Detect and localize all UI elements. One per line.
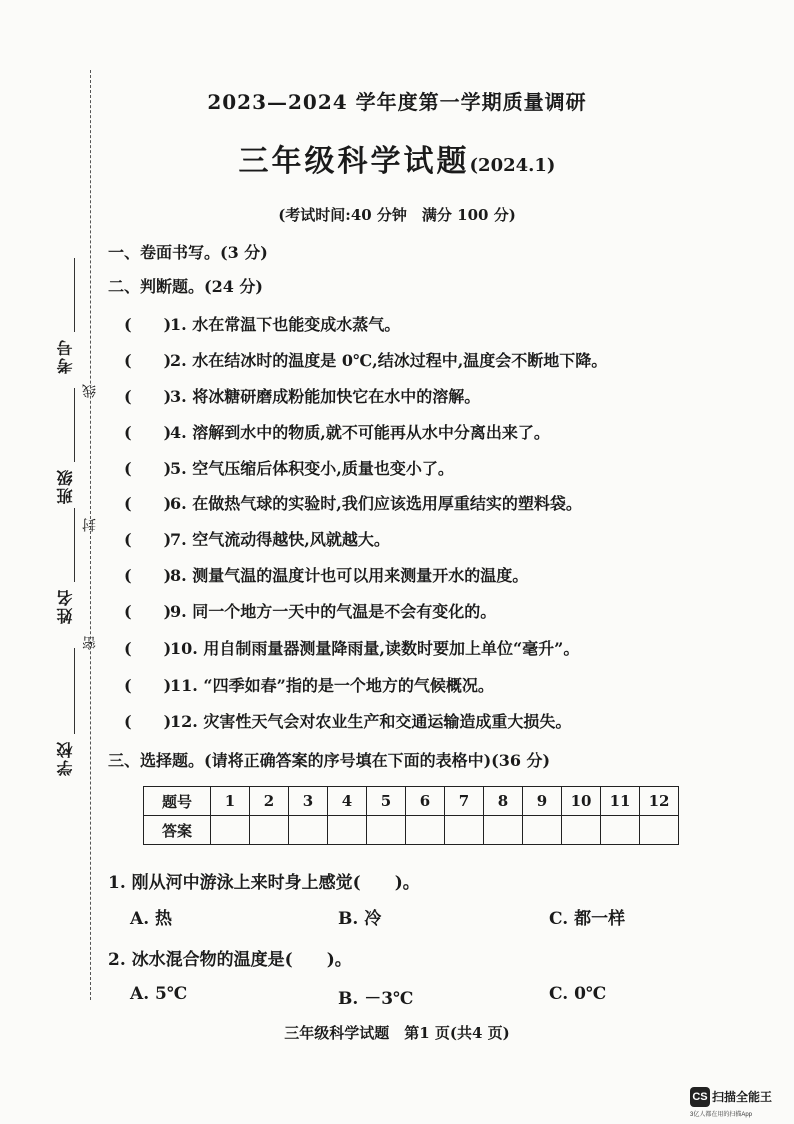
exam-title-line2 — [0, 136, 794, 180]
seal-word-seal: 封 — [82, 518, 98, 532]
judge-item — [124, 456, 454, 479]
judge-item-text: 4. 溶解到水中的物质,就不可能再从水中分离出来了。 — [170, 423, 550, 442]
class-blank — [74, 388, 75, 462]
section3-heading: 三、选择题。(请将正确答案的序号填在下面的表格中)(36 分) — [108, 751, 551, 770]
judge-item-text: 5. 空气压缩后体积变小,质量也变小了。 — [170, 459, 454, 478]
q1-option-c: C. 都一样 — [549, 909, 626, 929]
judge-item — [124, 673, 494, 696]
judge-item-text: 6. 在做热气球的实验时,我们应该选用厚重结实的塑料袋。 — [170, 494, 582, 513]
judge-item-text: 10. 用自制雨量器测量降雨量,读数时要加上单位“毫升”。 — [170, 639, 580, 658]
q2-option-c: C. 0℃ — [549, 984, 607, 1004]
answer-cell[interactable] — [484, 816, 523, 845]
name-blank — [74, 508, 75, 582]
judge-item-text: 1. 水在常温下也能变成水蒸气。 — [170, 315, 401, 334]
answer-cell[interactable] — [406, 816, 445, 845]
judge-item — [124, 709, 571, 732]
section1-heading: 一、卷面书写。(3 分) — [108, 243, 268, 262]
school-label: 学校 — [56, 740, 75, 776]
exam-info: (考试时间:40 分钟 满分 100 分) — [278, 206, 516, 224]
judge-item — [124, 599, 496, 622]
q2-option-b: B. －3℃ — [338, 989, 414, 1009]
question-number: 11 — [601, 787, 640, 816]
question-number: 12 — [640, 787, 679, 816]
answer-paren[interactable]: ( ) — [124, 387, 172, 406]
judge-item — [124, 636, 579, 659]
judge-item-text: 9. 同一个地方一天中的气温是不会有变化的。 — [170, 602, 497, 621]
answer-paren[interactable]: ( ) — [124, 494, 172, 513]
judge-item — [124, 384, 480, 407]
exam-title-line1: 2023—2024 学年度第一学期质量调研 — [207, 90, 587, 114]
q2-option-a: A. 5℃ — [130, 984, 188, 1004]
exam-subject-title: 三年级科学试题 — [238, 144, 470, 179]
judge-item-text: 8. 测量气温的温度计也可以用来测量开水的温度。 — [170, 566, 529, 585]
page-footer: 三年级科学试题 第1 页(共4 页) — [284, 1024, 510, 1042]
answer-paren[interactable]: ( ) — [124, 459, 172, 478]
table-header-number: 题号 — [144, 787, 211, 816]
judge-item-text: 2. 水在结冰时的温度是 0℃,结冰过程中,温度会不断地下降。 — [170, 351, 608, 370]
class-label: 班级 — [56, 468, 75, 504]
exam-date: (2024.1) — [469, 155, 556, 176]
answer-cell[interactable] — [328, 816, 367, 845]
school-blank — [74, 648, 75, 734]
answer-paren[interactable]: ( ) — [124, 639, 172, 658]
student-id-label: 考号 — [56, 338, 75, 374]
answer-cell[interactable] — [445, 816, 484, 845]
name-label: 姓名 — [56, 588, 75, 624]
scanner-watermark — [690, 1086, 794, 1118]
answer-paren[interactable]: ( ) — [124, 676, 172, 695]
judge-item — [124, 527, 390, 550]
watermark-name: 扫描全能王 — [712, 1090, 773, 1104]
judge-item — [124, 420, 550, 443]
question-number: 9 — [523, 787, 562, 816]
answer-table — [143, 786, 679, 845]
judge-item-text: 7. 空气流动得越快,风就越大。 — [170, 530, 390, 549]
question-number: 4 — [328, 787, 367, 816]
answer-paren[interactable]: ( ) — [124, 423, 172, 442]
question-number: 3 — [289, 787, 328, 816]
section2-heading: 二、判断题。(24 分) — [108, 277, 263, 296]
judge-item — [124, 312, 400, 335]
answer-paren[interactable]: ( ) — [124, 712, 172, 731]
answer-paren[interactable]: ( ) — [124, 602, 172, 621]
question-number: 1 — [211, 787, 250, 816]
camscanner-logo-icon: CS — [690, 1087, 710, 1107]
table-header-answer: 答案 — [144, 816, 211, 845]
choice-question-1: 1. 刚从河中游泳上来时身上感觉( )。 — [108, 873, 420, 893]
q1-option-a: A. 热 — [130, 909, 173, 929]
judge-item — [124, 491, 582, 514]
choice-question-2: 2. 冰水混合物的温度是( )。 — [108, 950, 352, 970]
answer-paren[interactable]: ( ) — [124, 566, 172, 585]
answer-cell[interactable] — [562, 816, 601, 845]
question-number: 8 — [484, 787, 523, 816]
answer-cell[interactable] — [250, 816, 289, 845]
student-id-blank — [74, 258, 75, 332]
watermark-tagline: 3亿人都在用的扫描App — [690, 1111, 753, 1118]
q1-option-b: B. 冷 — [338, 909, 382, 929]
question-number: 5 — [367, 787, 406, 816]
judge-item — [124, 348, 607, 371]
answer-cell[interactable] — [289, 816, 328, 845]
question-number: 6 — [406, 787, 445, 816]
answer-paren[interactable]: ( ) — [124, 315, 172, 334]
question-number: 10 — [562, 787, 601, 816]
table-row — [144, 816, 679, 845]
answer-cell[interactable] — [211, 816, 250, 845]
judge-item-text: 11. “四季如春”指的是一个地方的气候概况。 — [170, 676, 494, 695]
answer-cell[interactable] — [523, 816, 562, 845]
answer-paren[interactable]: ( ) — [124, 351, 172, 370]
question-number: 2 — [250, 787, 289, 816]
judge-item — [124, 563, 528, 586]
answer-paren[interactable]: ( ) — [124, 530, 172, 549]
answer-cell[interactable] — [367, 816, 406, 845]
judge-item-text: 3. 将冰糖研磨成粉能加快它在水中的溶解。 — [170, 387, 481, 406]
seal-word-secret: 密 — [82, 636, 98, 650]
question-number: 7 — [445, 787, 484, 816]
judge-item-text: 12. 灾害性天气会对农业生产和交通运输造成重大损失。 — [170, 712, 572, 731]
table-row — [144, 787, 679, 816]
answer-cell[interactable] — [640, 816, 679, 845]
seal-word-line: 线 — [82, 384, 98, 398]
answer-cell[interactable] — [601, 816, 640, 845]
